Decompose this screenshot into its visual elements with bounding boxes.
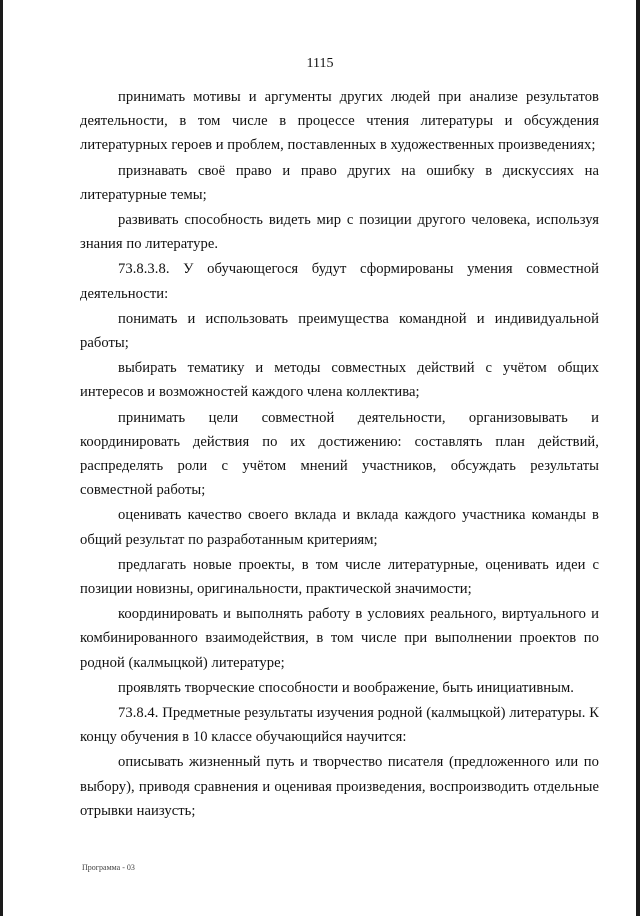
paragraph-6: выбирать тематику и методы совместных действий с учётом общих интересов и возможностей каждого члена коллектива; [80, 360, 599, 401]
paragraph-13: описывать жизненный путь и творчество писателя (предложенного или по выбору), приводя сравнения и оценивая произведения, воспроизводить отдельные отрывки наизусть; [80, 754, 599, 819]
paragraph-1: принимать мотивы и аргументы других людей при анализе результатов деятельности, в том числе в процессе чтения литературы и обсуждения литературных героев и проблем, поставленных в художественных произведениях; [80, 89, 599, 154]
paragraph-7: принимать цели совместной деятельности, организовывать и координировать действия по их достижению: составлять план действий, распределять роли с учётом мнений участников, обсуждать результаты совместной работы; [80, 409, 599, 499]
page-number: 1115 [306, 56, 334, 71]
footer-program-label: Программа - 03 [82, 863, 135, 872]
paragraph-2: признавать своё право и право других на ошибку в дискуссиях на литературные темы; [80, 162, 599, 203]
paragraph-8: оценивать качество своего вклада и вклада каждого участника команды в общий результат по разработанным критериям; [80, 507, 599, 548]
scan-edge-right [636, 0, 640, 916]
paragraph-3: развивать способность видеть мир с позиции другого человека, используя знания по литературе. [80, 212, 599, 253]
paragraph-4: 73.8.3.8. У обучающегося будут сформированы умения совместной деятельности: [80, 261, 599, 302]
document-body [80, 85, 599, 823]
paragraph-9: предлагать новые проекты, в том числе литературные, оценивать идеи с позиции новизны, оригинальности, практической значимости; [80, 556, 599, 598]
paragraph-12: 73.8.4. Предметные результаты изучения родной (калмыцкой) литературы. К концу обучения в 10 классе обучающийся научится: [80, 705, 599, 746]
paragraph-5: понимать и использовать преимущества командной и индивидуальной работы; [80, 310, 599, 352]
paragraph-10: координировать и выполнять работу в условиях реального, виртуального и комбинированного взаимодействия, в том числе при выполнении проектов по родной (калмыцкой) литературе; [80, 606, 599, 671]
scan-edge-left [0, 0, 3, 916]
paragraph-11: проявлять творческие способности и воображение, быть инициативным. [118, 679, 574, 696]
